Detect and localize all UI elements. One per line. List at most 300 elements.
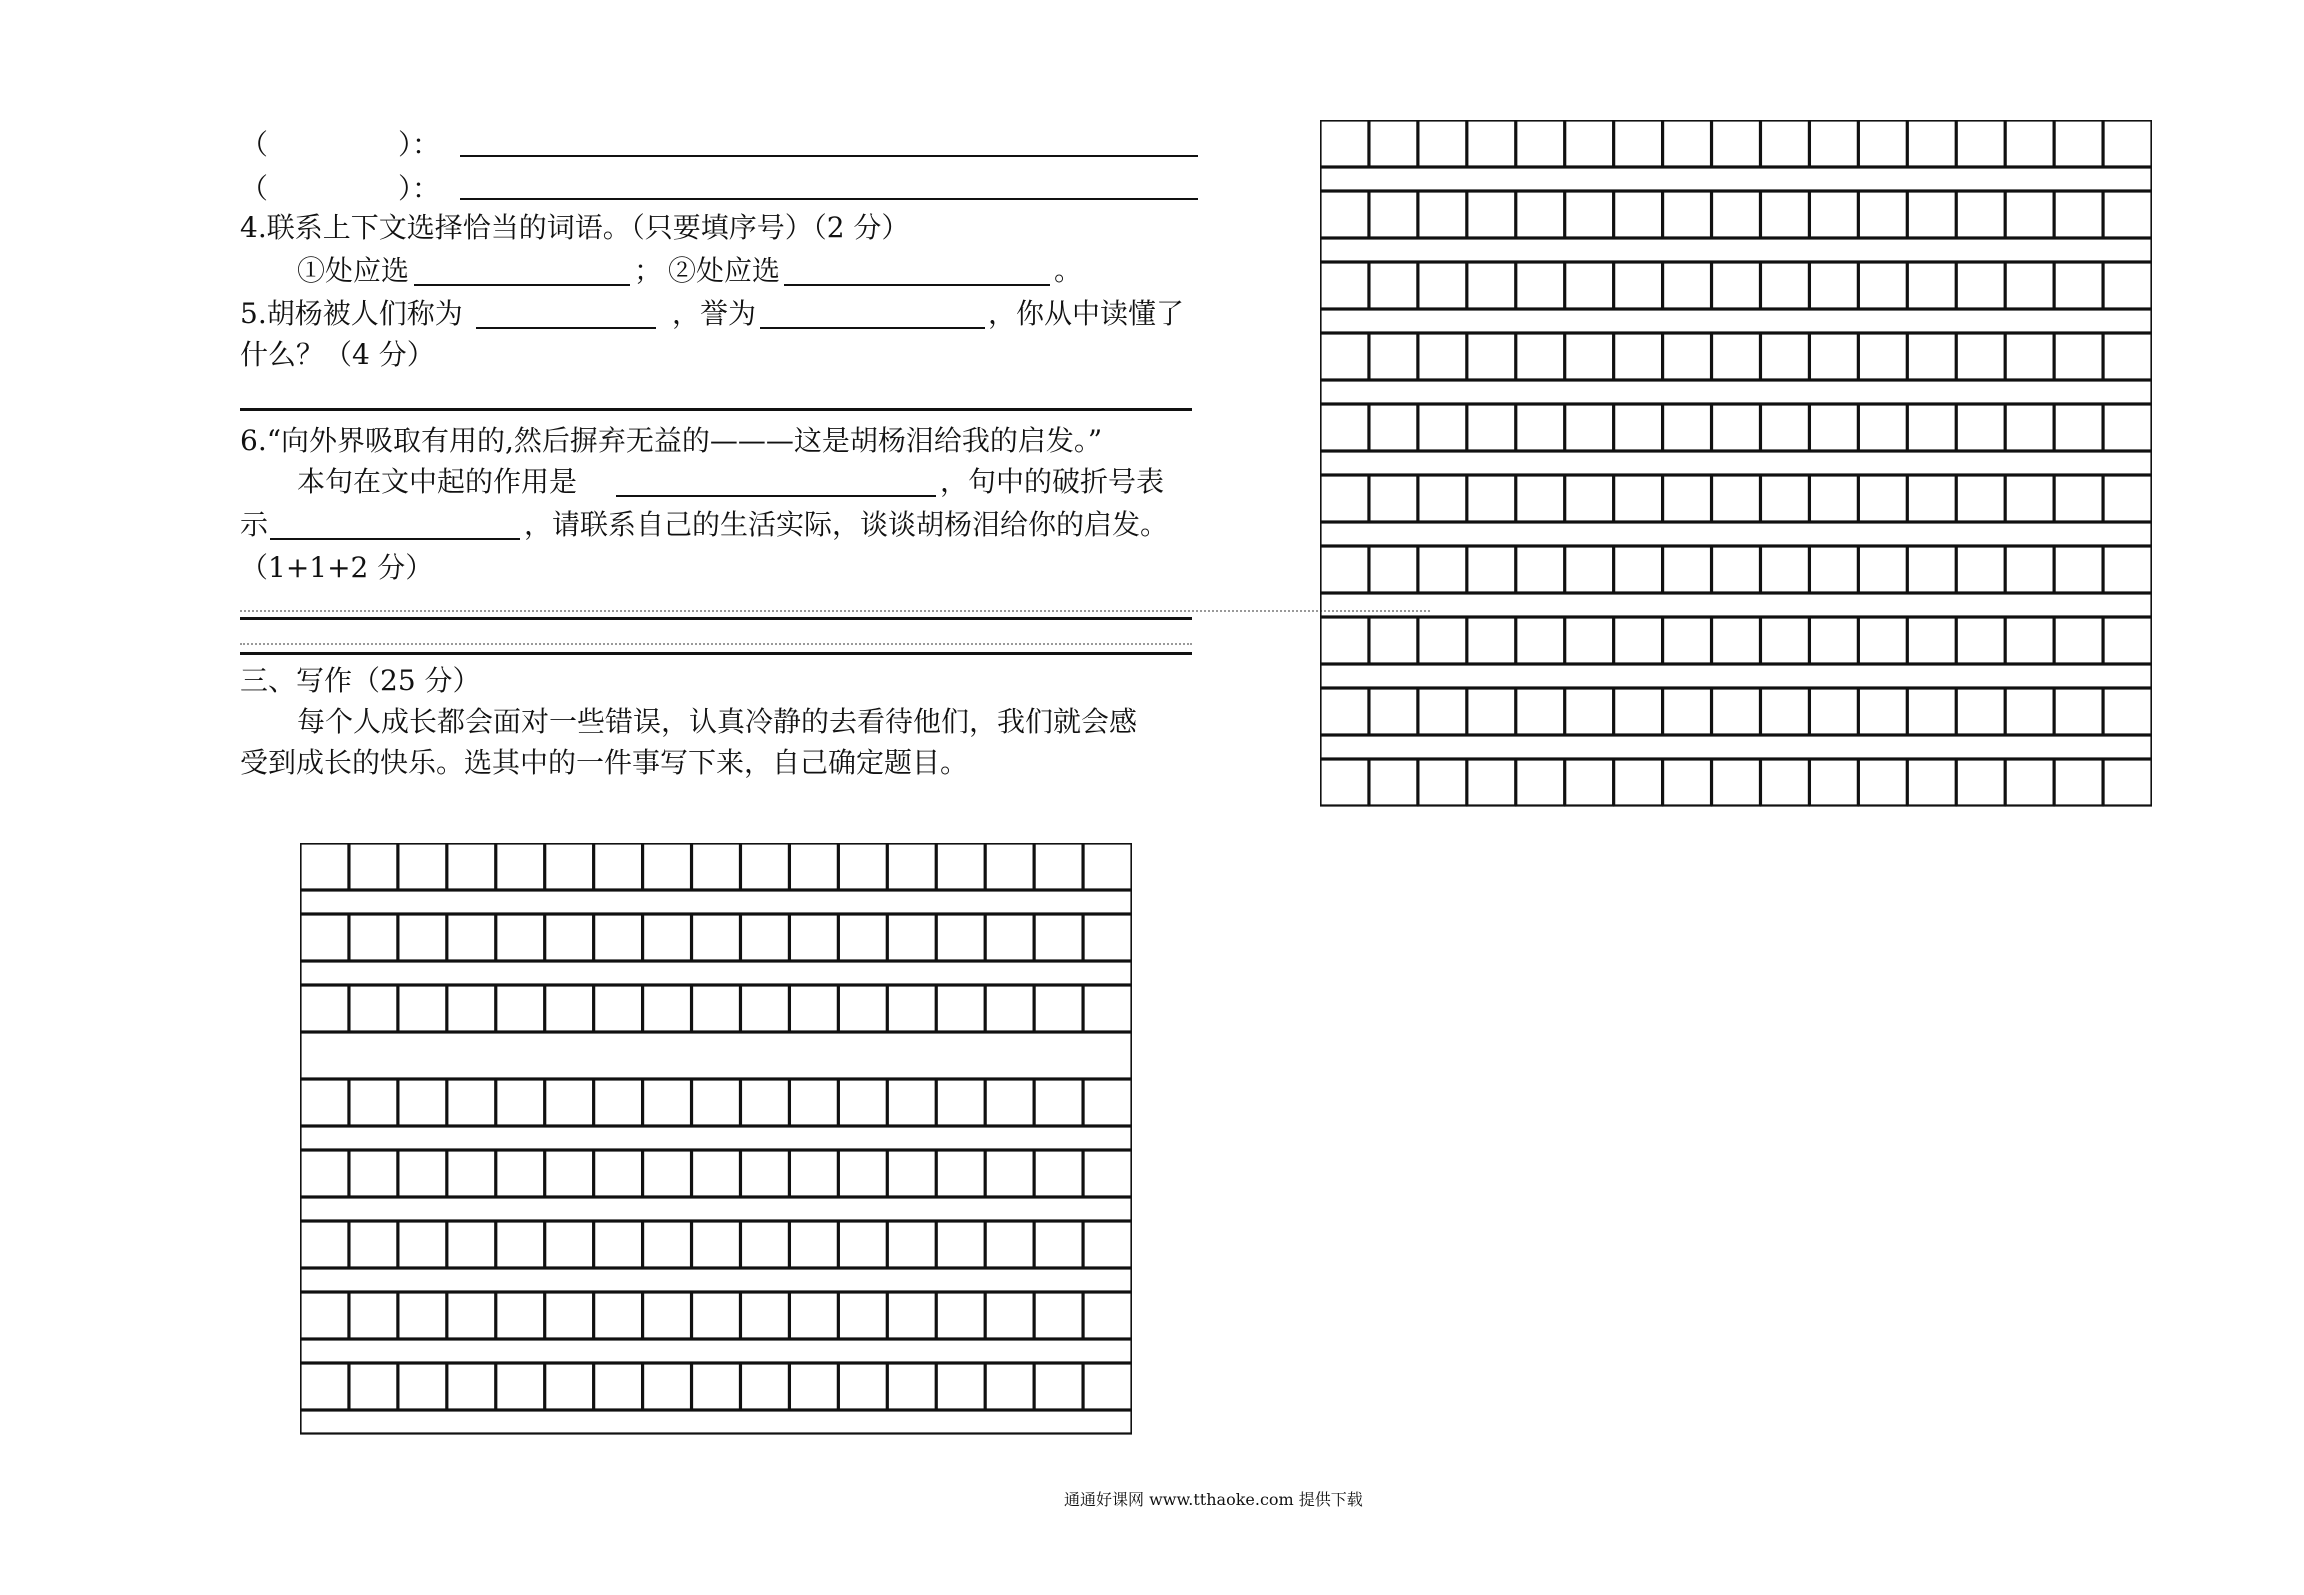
q4-blank1[interactable]	[414, 284, 630, 286]
q6-blank2[interactable]	[270, 538, 520, 540]
grid-cell[interactable]	[1663, 618, 1711, 664]
writing-grid-right[interactable]	[1320, 120, 2152, 816]
grid-cell[interactable]	[692, 1293, 740, 1339]
grid-cell[interactable]	[1467, 476, 1515, 522]
grid-cell[interactable]	[1418, 547, 1466, 593]
grid-cell[interactable]	[1084, 1364, 1132, 1410]
grid-cell[interactable]	[447, 1364, 495, 1410]
grid-cell[interactable]	[1369, 334, 1417, 380]
grid-cell[interactable]	[692, 915, 740, 961]
grid-cell[interactable]	[888, 1222, 936, 1268]
grid-cell[interactable]	[1614, 405, 1662, 451]
grid-cell[interactable]	[1418, 192, 1466, 238]
grid-cell[interactable]	[1467, 547, 1515, 593]
grid-cell[interactable]	[301, 1364, 349, 1410]
grid-cell[interactable]	[2055, 121, 2103, 167]
grid-cell[interactable]	[692, 1080, 740, 1126]
grid-cell[interactable]	[2055, 405, 2103, 451]
grid-cell[interactable]	[1369, 689, 1417, 735]
grid-cell[interactable]	[1467, 334, 1515, 380]
grid-cell[interactable]	[1035, 1151, 1083, 1197]
grid-cell[interactable]	[741, 844, 789, 890]
grid-cell[interactable]	[839, 986, 887, 1032]
grid-cell[interactable]	[2055, 334, 2103, 380]
grid-cell[interactable]	[1321, 192, 1369, 238]
grid-cell[interactable]	[1663, 476, 1711, 522]
grid-cell[interactable]	[2104, 121, 2152, 167]
grid-cell[interactable]	[1810, 476, 1858, 522]
grid-cell[interactable]	[1908, 121, 1956, 167]
grid-cell[interactable]	[496, 1293, 544, 1339]
grid-cell[interactable]	[496, 1222, 544, 1268]
grid-cell[interactable]	[1663, 192, 1711, 238]
grid-cell[interactable]	[888, 915, 936, 961]
grid-cell[interactable]	[1516, 547, 1564, 593]
grid-cell[interactable]	[986, 1293, 1034, 1339]
grid-cell[interactable]	[1908, 547, 1956, 593]
grid-cell[interactable]	[790, 844, 838, 890]
grid-cell[interactable]	[1467, 618, 1515, 664]
grid-cell[interactable]	[1516, 760, 1564, 806]
grid-cell[interactable]	[545, 1293, 593, 1339]
q3-answer-line-1[interactable]	[460, 155, 1198, 157]
grid-cell[interactable]	[1957, 405, 2005, 451]
grid-cell[interactable]	[741, 1293, 789, 1339]
grid-cell[interactable]	[2006, 121, 2054, 167]
grid-cell[interactable]	[1418, 121, 1466, 167]
grid-cell[interactable]	[1565, 547, 1613, 593]
grid-cell[interactable]	[986, 1364, 1034, 1410]
grid-cell[interactable]	[1614, 760, 1662, 806]
grid-cell[interactable]	[643, 1151, 691, 1197]
grid-cell[interactable]	[937, 1364, 985, 1410]
grid-cell[interactable]	[1516, 405, 1564, 451]
grid-cell[interactable]	[2055, 760, 2103, 806]
grid-cell[interactable]	[1614, 476, 1662, 522]
grid-cell[interactable]	[790, 986, 838, 1032]
grid-cell[interactable]	[545, 986, 593, 1032]
grid-cell[interactable]	[1859, 263, 1907, 309]
grid-cell[interactable]	[496, 844, 544, 890]
grid-cell[interactable]	[349, 1222, 397, 1268]
grid-cell[interactable]	[447, 1151, 495, 1197]
grid-cell[interactable]	[692, 1222, 740, 1268]
grid-cell[interactable]	[1418, 334, 1466, 380]
grid-cell[interactable]	[1810, 547, 1858, 593]
grid-cell[interactable]	[2104, 689, 2152, 735]
grid-cell[interactable]	[1957, 121, 2005, 167]
grid-cell[interactable]	[1516, 192, 1564, 238]
grid-cell[interactable]	[1369, 192, 1417, 238]
grid-cell[interactable]	[643, 844, 691, 890]
grid-cell[interactable]	[301, 1293, 349, 1339]
grid-cell[interactable]	[1957, 263, 2005, 309]
grid-cell[interactable]	[1516, 476, 1564, 522]
grid-cell[interactable]	[986, 1222, 1034, 1268]
grid-cell[interactable]	[937, 1080, 985, 1126]
grid-cell[interactable]	[1084, 844, 1132, 890]
grid-cell[interactable]	[349, 1151, 397, 1197]
grid-cell[interactable]	[1369, 476, 1417, 522]
grid-cell[interactable]	[2104, 618, 2152, 664]
grid-cell[interactable]	[594, 1080, 642, 1126]
grid-cell[interactable]	[545, 1151, 593, 1197]
grid-cell[interactable]	[1084, 915, 1132, 961]
grid-cell[interactable]	[937, 1222, 985, 1268]
grid-cell[interactable]	[2006, 334, 2054, 380]
grid-cell[interactable]	[1418, 760, 1466, 806]
grid-cell[interactable]	[1614, 547, 1662, 593]
grid-cell[interactable]	[2006, 405, 2054, 451]
grid-cell[interactable]	[545, 1222, 593, 1268]
grid-cell[interactable]	[1859, 476, 1907, 522]
grid-cell[interactable]	[301, 1222, 349, 1268]
q5-blank2[interactable]	[760, 327, 985, 329]
grid-cell[interactable]	[447, 915, 495, 961]
grid-cell[interactable]	[1859, 547, 1907, 593]
grid-cell[interactable]	[1712, 760, 1760, 806]
grid-cell[interactable]	[594, 915, 642, 961]
grid-cell[interactable]	[447, 1080, 495, 1126]
grid-cell[interactable]	[1321, 760, 1369, 806]
grid-cell[interactable]	[1084, 1222, 1132, 1268]
grid-cell[interactable]	[1663, 121, 1711, 167]
grid-cell[interactable]	[1712, 121, 1760, 167]
grid-cell[interactable]	[1516, 121, 1564, 167]
grid-cell[interactable]	[2055, 263, 2103, 309]
grid-cell[interactable]	[2055, 476, 2103, 522]
grid-cell[interactable]	[398, 986, 446, 1032]
grid-cell[interactable]	[1369, 263, 1417, 309]
grid-cell[interactable]	[643, 915, 691, 961]
grid-cell[interactable]	[398, 915, 446, 961]
grid-cell[interactable]	[1035, 1080, 1083, 1126]
grid-cell[interactable]	[2104, 476, 2152, 522]
grid-cell[interactable]	[1761, 618, 1809, 664]
grid-cell[interactable]	[1035, 1222, 1083, 1268]
grid-cell[interactable]	[643, 1080, 691, 1126]
grid-cell[interactable]	[1321, 476, 1369, 522]
grid-cell[interactable]	[1565, 192, 1613, 238]
grid-cell[interactable]	[2006, 192, 2054, 238]
grid-cell[interactable]	[692, 1364, 740, 1410]
grid-cell[interactable]	[496, 1151, 544, 1197]
grid-cell[interactable]	[643, 1364, 691, 1410]
grid-cell[interactable]	[2006, 618, 2054, 664]
grid-cell[interactable]	[545, 1080, 593, 1126]
grid-cell[interactable]	[1467, 263, 1515, 309]
grid-cell[interactable]	[1614, 334, 1662, 380]
grid-cell[interactable]	[349, 1364, 397, 1410]
grid-cell[interactable]	[301, 1080, 349, 1126]
grid-cell[interactable]	[1810, 405, 1858, 451]
grid-cell[interactable]	[2006, 263, 2054, 309]
grid-cell[interactable]	[1712, 405, 1760, 451]
grid-cell[interactable]	[937, 915, 985, 961]
grid-cell[interactable]	[1467, 121, 1515, 167]
grid-cell[interactable]	[888, 1151, 936, 1197]
grid-cell[interactable]	[839, 915, 887, 961]
grid-cell[interactable]	[545, 1364, 593, 1410]
grid-cell[interactable]	[888, 1080, 936, 1126]
grid-cell[interactable]	[643, 986, 691, 1032]
grid-cell[interactable]	[1761, 547, 1809, 593]
grid-cell[interactable]	[496, 1080, 544, 1126]
grid-cell[interactable]	[888, 1364, 936, 1410]
grid-cell[interactable]	[594, 844, 642, 890]
grid-cell[interactable]	[1035, 915, 1083, 961]
grid-cell[interactable]	[1712, 263, 1760, 309]
grid-cell[interactable]	[349, 844, 397, 890]
grid-cell[interactable]	[1663, 334, 1711, 380]
grid-cell[interactable]	[2055, 192, 2103, 238]
grid-cell[interactable]	[1761, 476, 1809, 522]
grid-cell[interactable]	[1908, 192, 1956, 238]
grid-cell[interactable]	[839, 844, 887, 890]
grid-cell[interactable]	[398, 1293, 446, 1339]
grid-cell[interactable]	[1084, 1151, 1132, 1197]
grid-cell[interactable]	[692, 1151, 740, 1197]
grid-cell[interactable]	[1614, 192, 1662, 238]
grid-cell[interactable]	[1467, 689, 1515, 735]
grid-cell[interactable]	[741, 1364, 789, 1410]
grid-cell[interactable]	[1321, 547, 1369, 593]
grid-cell[interactable]	[2104, 334, 2152, 380]
grid-cell[interactable]	[790, 1222, 838, 1268]
grid-cell[interactable]	[301, 915, 349, 961]
grid-cell[interactable]	[790, 1080, 838, 1126]
grid-cell[interactable]	[839, 1293, 887, 1339]
grid-cell[interactable]	[839, 1151, 887, 1197]
grid-cell[interactable]	[1663, 263, 1711, 309]
grid-cell[interactable]	[937, 1151, 985, 1197]
grid-cell[interactable]	[1712, 476, 1760, 522]
grid-cell[interactable]	[1957, 689, 2005, 735]
grid-cell[interactable]	[692, 986, 740, 1032]
q6-answer-line-2[interactable]	[240, 652, 1192, 655]
grid-cell[interactable]	[349, 915, 397, 961]
grid-cell[interactable]	[1418, 618, 1466, 664]
grid-cell[interactable]	[937, 844, 985, 890]
grid-cell[interactable]	[1369, 618, 1417, 664]
grid-cell[interactable]	[594, 1364, 642, 1410]
grid-cell[interactable]	[1663, 760, 1711, 806]
grid-cell[interactable]	[839, 1364, 887, 1410]
grid-cell[interactable]	[1712, 334, 1760, 380]
grid-cell[interactable]	[790, 915, 838, 961]
grid-cell[interactable]	[888, 986, 936, 1032]
grid-cell[interactable]	[741, 1222, 789, 1268]
grid-cell[interactable]	[2104, 192, 2152, 238]
grid-cell[interactable]	[1663, 689, 1711, 735]
grid-cell[interactable]	[2006, 689, 2054, 735]
grid-cell[interactable]	[1810, 121, 1858, 167]
grid-cell[interactable]	[301, 1151, 349, 1197]
grid-cell[interactable]	[1418, 263, 1466, 309]
grid-cell[interactable]	[1614, 689, 1662, 735]
grid-cell[interactable]	[1614, 121, 1662, 167]
grid-cell[interactable]	[496, 1364, 544, 1410]
grid-cell[interactable]	[1761, 334, 1809, 380]
grid-cell[interactable]	[839, 1222, 887, 1268]
grid-cell[interactable]	[1859, 192, 1907, 238]
grid-cell[interactable]	[1467, 192, 1515, 238]
grid-cell[interactable]	[2006, 476, 2054, 522]
grid-cell[interactable]	[1957, 760, 2005, 806]
grid-cell[interactable]	[1565, 476, 1613, 522]
grid-cell[interactable]	[937, 1293, 985, 1339]
grid-cell[interactable]	[1810, 760, 1858, 806]
grid-cell[interactable]	[1663, 405, 1711, 451]
grid-cell[interactable]	[1321, 689, 1369, 735]
writing-grid-left[interactable]	[300, 843, 1132, 1467]
grid-cell[interactable]	[398, 1151, 446, 1197]
grid-cell[interactable]	[1321, 334, 1369, 380]
grid-cell[interactable]	[594, 1293, 642, 1339]
grid-cell[interactable]	[1321, 121, 1369, 167]
grid-cell[interactable]	[1565, 618, 1613, 664]
grid-cell[interactable]	[790, 1364, 838, 1410]
q3-answer-line-2[interactable]	[460, 198, 1198, 200]
grid-cell[interactable]	[2104, 760, 2152, 806]
grid-cell[interactable]	[594, 1151, 642, 1197]
grid-cell[interactable]	[545, 844, 593, 890]
grid-cell[interactable]	[741, 1080, 789, 1126]
grid-cell[interactable]	[1321, 405, 1369, 451]
grid-cell[interactable]	[2104, 405, 2152, 451]
grid-cell[interactable]	[888, 844, 936, 890]
grid-cell[interactable]	[2055, 618, 2103, 664]
grid-cell[interactable]	[1663, 547, 1711, 593]
grid-cell[interactable]	[1712, 547, 1760, 593]
grid-cell[interactable]	[986, 844, 1034, 890]
grid-cell[interactable]	[1035, 1293, 1083, 1339]
grid-cell[interactable]	[545, 915, 593, 961]
grid-cell[interactable]	[1712, 689, 1760, 735]
grid-cell[interactable]	[1859, 760, 1907, 806]
grid-cell[interactable]	[741, 1151, 789, 1197]
grid-cell[interactable]	[1957, 618, 2005, 664]
grid-cell[interactable]	[888, 1293, 936, 1339]
grid-cell[interactable]	[1035, 1364, 1083, 1410]
grid-cell[interactable]	[1516, 263, 1564, 309]
grid-cell[interactable]	[1035, 986, 1083, 1032]
grid-cell[interactable]	[986, 915, 1034, 961]
grid-cell[interactable]	[1467, 760, 1515, 806]
grid-cell[interactable]	[1614, 618, 1662, 664]
q6-answer-line-1[interactable]	[240, 617, 1192, 620]
grid-cell[interactable]	[1810, 192, 1858, 238]
grid-cell[interactable]	[2055, 547, 2103, 593]
grid-cell[interactable]	[1810, 263, 1858, 309]
grid-cell[interactable]	[1957, 192, 2005, 238]
grid-cell[interactable]	[594, 986, 642, 1032]
grid-cell[interactable]	[1369, 547, 1417, 593]
grid-cell[interactable]	[1712, 618, 1760, 664]
grid-cell[interactable]	[398, 1080, 446, 1126]
grid-cell[interactable]	[839, 1080, 887, 1126]
grid-cell[interactable]	[1761, 405, 1809, 451]
grid-cell[interactable]	[1418, 476, 1466, 522]
grid-cell[interactable]	[741, 986, 789, 1032]
grid-cell[interactable]	[1761, 760, 1809, 806]
grid-cell[interactable]	[2104, 547, 2152, 593]
grid-cell[interactable]	[1565, 334, 1613, 380]
grid-cell[interactable]	[496, 915, 544, 961]
grid-cell[interactable]	[1565, 760, 1613, 806]
grid-cell[interactable]	[2055, 689, 2103, 735]
grid-cell[interactable]	[349, 986, 397, 1032]
grid-cell[interactable]	[1908, 263, 1956, 309]
grid-cell[interactable]	[986, 1151, 1034, 1197]
grid-cell[interactable]	[1810, 334, 1858, 380]
grid-cell[interactable]	[790, 1293, 838, 1339]
grid-cell[interactable]	[1516, 334, 1564, 380]
grid-cell[interactable]	[1957, 334, 2005, 380]
grid-cell[interactable]	[1369, 405, 1417, 451]
grid-cell[interactable]	[594, 1222, 642, 1268]
grid-cell[interactable]	[2104, 263, 2152, 309]
grid-cell[interactable]	[1810, 689, 1858, 735]
grid-cell[interactable]	[1418, 405, 1466, 451]
grid-cell[interactable]	[1908, 618, 1956, 664]
q6-blank1[interactable]	[616, 495, 936, 497]
grid-cell[interactable]	[1369, 121, 1417, 167]
grid-cell[interactable]	[1908, 760, 1956, 806]
grid-cell[interactable]	[447, 1222, 495, 1268]
grid-cell[interactable]	[1418, 689, 1466, 735]
grid-cell[interactable]	[1516, 618, 1564, 664]
q5-blank1[interactable]	[476, 327, 656, 329]
grid-cell[interactable]	[1908, 405, 1956, 451]
grid-cell[interactable]	[496, 986, 544, 1032]
grid-cell[interactable]	[2006, 760, 2054, 806]
grid-cell[interactable]	[1565, 689, 1613, 735]
grid-cell[interactable]	[398, 1364, 446, 1410]
grid-cell[interactable]	[692, 844, 740, 890]
grid-cell[interactable]	[1516, 689, 1564, 735]
grid-cell[interactable]	[398, 1222, 446, 1268]
grid-cell[interactable]	[741, 915, 789, 961]
grid-cell[interactable]	[1084, 1080, 1132, 1126]
grid-cell[interactable]	[1369, 760, 1417, 806]
grid-cell[interactable]	[447, 1293, 495, 1339]
grid-cell[interactable]	[349, 1293, 397, 1339]
grid-cell[interactable]	[986, 986, 1034, 1032]
grid-cell[interactable]	[643, 1293, 691, 1339]
grid-cell[interactable]	[643, 1222, 691, 1268]
grid-cell[interactable]	[1761, 121, 1809, 167]
grid-cell[interactable]	[1761, 689, 1809, 735]
grid-cell[interactable]	[1859, 618, 1907, 664]
grid-cell[interactable]	[790, 1151, 838, 1197]
grid-cell[interactable]	[2006, 547, 2054, 593]
grid-cell[interactable]	[349, 1080, 397, 1126]
grid-cell[interactable]	[301, 986, 349, 1032]
grid-cell[interactable]	[1908, 476, 1956, 522]
grid-cell[interactable]	[1321, 618, 1369, 664]
grid-cell[interactable]	[447, 986, 495, 1032]
grid-cell[interactable]	[937, 986, 985, 1032]
grid-cell[interactable]	[1957, 476, 2005, 522]
grid-cell[interactable]	[1810, 618, 1858, 664]
grid-cell[interactable]	[1761, 192, 1809, 238]
grid-cell[interactable]	[1712, 192, 1760, 238]
grid-cell[interactable]	[1565, 263, 1613, 309]
grid-cell[interactable]	[398, 844, 446, 890]
grid-cell[interactable]	[1467, 405, 1515, 451]
grid-cell[interactable]	[1859, 121, 1907, 167]
